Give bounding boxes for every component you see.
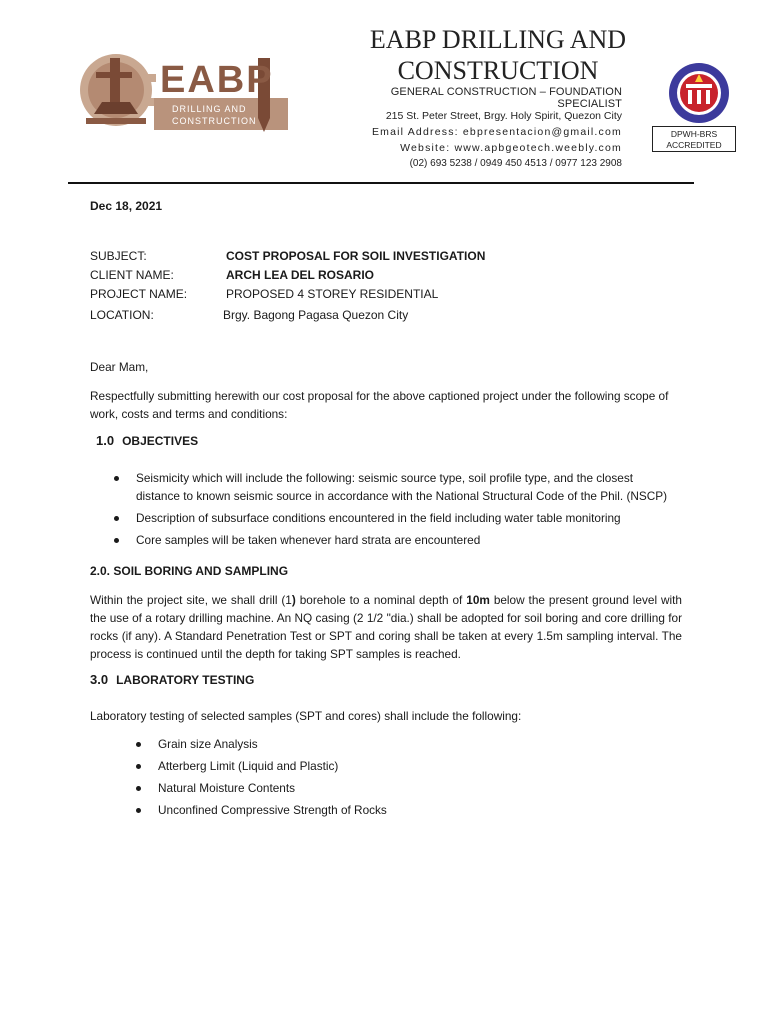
list-item: Natural Moisture Contents bbox=[158, 779, 658, 797]
company-tagline: GENERAL CONSTRUCTION – FOUNDATION SPECIALIST bbox=[390, 86, 622, 110]
bullet-icon bbox=[136, 786, 141, 791]
section3-number: 3.0 bbox=[90, 672, 109, 687]
dpwh-seal-icon bbox=[668, 62, 730, 124]
list-item: Atterberg Limit (Liquid and Plastic) bbox=[158, 757, 658, 775]
project-label: PROJECT NAME: bbox=[90, 287, 188, 301]
accreditation-line1: DPWH-BRS bbox=[670, 129, 718, 139]
list-item: Core samples will be taken whenever hard strata are encountered bbox=[136, 531, 676, 549]
section1-heading bbox=[96, 433, 198, 448]
letter-date: Dec 18, 2021 bbox=[90, 199, 163, 213]
list-item: Description of subsurface conditions encountered in the field including water table monitoring bbox=[136, 509, 676, 527]
project-value: PROPOSED 4 STOREY RESIDENTIAL bbox=[226, 287, 439, 301]
company-email: Email Address: ebpresentacion@gmail.com bbox=[371, 126, 622, 138]
accreditation-line2: ACCREDITED bbox=[666, 140, 722, 150]
company-name-line1: EABP DRILLING AND bbox=[369, 25, 627, 54]
logo-subtext-line2: CONSTRUCTION bbox=[172, 116, 257, 126]
section2-paragraph: Within the project site, we shall drill (1) borehole to a nominal depth of 10m below the present ground level with the use of a rotary drilling machine. An NQ casing (2 1/2 "dia.) shall be adopted for soil boring and core drilling for rocks (if any). A Standard Penetration Test or SPT and coring shall be taken at every 1.5m sampling interval. The process is continued until the depth for taking SPT samples is reached. bbox=[90, 593, 682, 661]
header-divider bbox=[68, 182, 694, 184]
subject-value: COST PROPOSAL FOR SOIL INVESTIGATION bbox=[226, 249, 486, 263]
company-phones: (02) 693 5238 / 0949 450 4513 / 0977 123 2908 bbox=[409, 158, 622, 169]
bullet-icon bbox=[136, 742, 141, 747]
objectives-list bbox=[136, 469, 676, 549]
bullet-icon bbox=[136, 764, 141, 769]
logo-subtext-line1: DRILLING AND bbox=[172, 104, 247, 114]
list-item: Grain size Analysis bbox=[158, 735, 658, 753]
company-address: 215 St. Peter Street, Brgy. Holy Spirit, Quezon City bbox=[385, 110, 622, 122]
list-item: Seismicity which will include the following: seismic source type, soil profile type, and the closest distance to known seismic source in accordance with the National Structural Code of the Phil. (NSCP) bbox=[136, 469, 676, 505]
section1-title: OBJECTIVES bbox=[122, 434, 199, 448]
salutation: Dear Mam, bbox=[90, 360, 149, 374]
bullet-icon bbox=[114, 538, 119, 543]
client-label: CLIENT NAME: bbox=[90, 268, 174, 282]
section1-number: 1.0 bbox=[96, 433, 115, 448]
company-name-line2: CONSTRUCTION bbox=[397, 56, 599, 85]
company-website: Website: www.apbgeotech.weebly.com bbox=[400, 142, 622, 154]
company-name bbox=[330, 24, 666, 86]
client-value: ARCH LEA DEL ROSARIO bbox=[226, 268, 375, 282]
section3-heading bbox=[90, 672, 254, 687]
accreditation-badge bbox=[652, 126, 736, 152]
company-logo bbox=[76, 48, 290, 134]
bullet-icon bbox=[136, 808, 141, 813]
list-item: Unconfined Compressive Strength of Rocks bbox=[158, 801, 658, 819]
intro-paragraph: Respectfully submitting herewith our cost proposal for the above captioned project under the following scope of work, costs and terms and conditions: bbox=[90, 389, 669, 421]
bullet-icon bbox=[114, 476, 119, 481]
logo-wordmark: EABP bbox=[160, 59, 274, 101]
subject-label: SUBJECT: bbox=[90, 249, 147, 263]
lab-tests-list bbox=[158, 735, 658, 819]
location-label: LOCATION: bbox=[90, 308, 154, 322]
bullet-icon bbox=[114, 516, 119, 521]
section3-title: LABORATORY TESTING bbox=[116, 673, 255, 687]
section2-heading: 2.0. SOIL BORING AND SAMPLING bbox=[90, 564, 289, 578]
location-value: Brgy. Bagong Pagasa Quezon City bbox=[223, 308, 409, 322]
section3-intro: Laboratory testing of selected samples (SPT and cores) shall include the following: bbox=[90, 709, 522, 723]
